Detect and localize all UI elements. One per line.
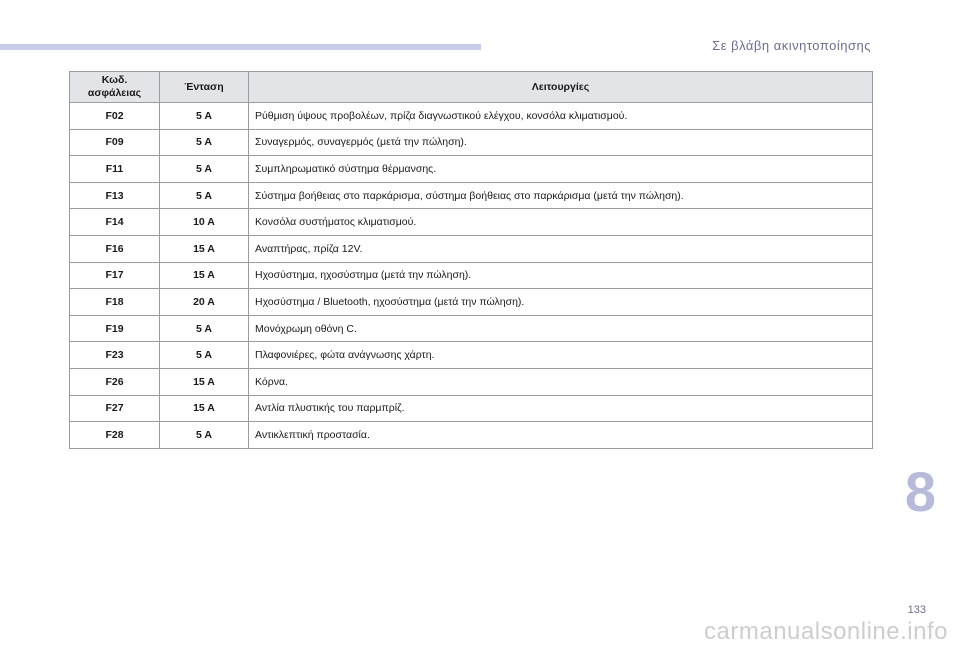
- page-number: 133: [907, 604, 926, 616]
- fuse-function: Αναπτήρας, πρίζα 12V.: [249, 235, 873, 262]
- table-row: [70, 209, 873, 236]
- fuse-function: Κόρνα.: [249, 368, 873, 395]
- header-functions: Λειτουργίες: [249, 72, 873, 103]
- fuse-amperage: 5 A: [160, 129, 249, 156]
- table-row: [70, 129, 873, 156]
- table-row: [70, 422, 873, 449]
- fuse-function: Ηχοσύστημα, ηχοσύστημα (μετά την πώληση).: [249, 262, 873, 289]
- fuse-amperage: 5 A: [160, 182, 249, 209]
- table-row: [70, 262, 873, 289]
- fuse-function: Συμπληρωματικό σύστημα θέρμανσης.: [249, 156, 873, 183]
- table-row: [70, 182, 873, 209]
- table-row: [70, 156, 873, 183]
- fuse-code: F27: [70, 395, 160, 422]
- table-row: [70, 315, 873, 342]
- fuse-amperage: 15 A: [160, 395, 249, 422]
- fuse-amperage: 15 A: [160, 368, 249, 395]
- fuse-function: Ρύθμιση ύψους προβολέων, πρίζα διαγνωστικού ελέγχου, κονσόλα κλιματισμού.: [249, 103, 873, 130]
- table-row: [70, 103, 873, 130]
- chapter-number: 8: [904, 460, 937, 523]
- fuse-function: Πλαφονιέρες, φώτα ανάγνωσης χάρτη.: [249, 342, 873, 369]
- fuse-amperage: 5 A: [160, 422, 249, 449]
- fuse-function: Συναγερμός, συναγερμός (μετά την πώληση).: [249, 129, 873, 156]
- fuse-function: Αντικλεπτική προστασία.: [249, 422, 873, 449]
- fuse-code: F18: [70, 289, 160, 316]
- table-row: [70, 342, 873, 369]
- fuse-function: Σύστημα βοήθειας στο παρκάρισμα, σύστημα βοήθειας στο παρκάρισμα (μετά την πώληση).: [249, 182, 873, 209]
- section-title: Σε βλάβη ακινητοποίησης: [712, 38, 871, 53]
- header-accent-bar: [0, 44, 481, 50]
- fuse-code: F19: [70, 315, 160, 342]
- fuse-function: Ηχοσύστημα / Bluetooth, ηχοσύστημα (μετά την πώληση).: [249, 289, 873, 316]
- table-row: [70, 289, 873, 316]
- header-fuse-code-line1: Κωδ.: [101, 74, 128, 86]
- table-row: [70, 395, 873, 422]
- fuse-code: F09: [70, 129, 160, 156]
- fuse-code: F13: [70, 182, 160, 209]
- fuse-amperage: 15 A: [160, 235, 249, 262]
- fuse-amperage: 5 A: [160, 103, 249, 130]
- fuse-amperage: 10 A: [160, 209, 249, 236]
- fuse-code: F26: [70, 368, 160, 395]
- fuse-function: Μονόχρωμη οθόνη C.: [249, 315, 873, 342]
- header-amperage: Ένταση: [160, 72, 249, 103]
- fuse-code: F17: [70, 262, 160, 289]
- header-fuse-code: [70, 72, 160, 103]
- fuse-code: F14: [70, 209, 160, 236]
- fuse-amperage: 5 A: [160, 156, 249, 183]
- table-header-row: [70, 72, 873, 103]
- fuse-function: Αντλία πλυστικής του παρμπρίζ.: [249, 395, 873, 422]
- fuse-code: F23: [70, 342, 160, 369]
- table-row: [70, 235, 873, 262]
- fuse-amperage: 5 A: [160, 315, 249, 342]
- fuse-function: Κονσόλα συστήματος κλιματισμού.: [249, 209, 873, 236]
- fuse-amperage: 15 A: [160, 262, 249, 289]
- fuse-amperage: 20 A: [160, 289, 249, 316]
- watermark: carmanualsonline.info: [704, 618, 948, 645]
- header-fuse-code-line2: ασφάλειας: [87, 87, 142, 99]
- fuse-code: F02: [70, 103, 160, 130]
- chapter-tab: [881, 453, 960, 530]
- table-row: [70, 368, 873, 395]
- fuse-code: F28: [70, 422, 160, 449]
- fuse-amperage: 5 A: [160, 342, 249, 369]
- fuse-table: [69, 71, 873, 449]
- fuse-code: F16: [70, 235, 160, 262]
- fuse-code: F11: [70, 156, 160, 183]
